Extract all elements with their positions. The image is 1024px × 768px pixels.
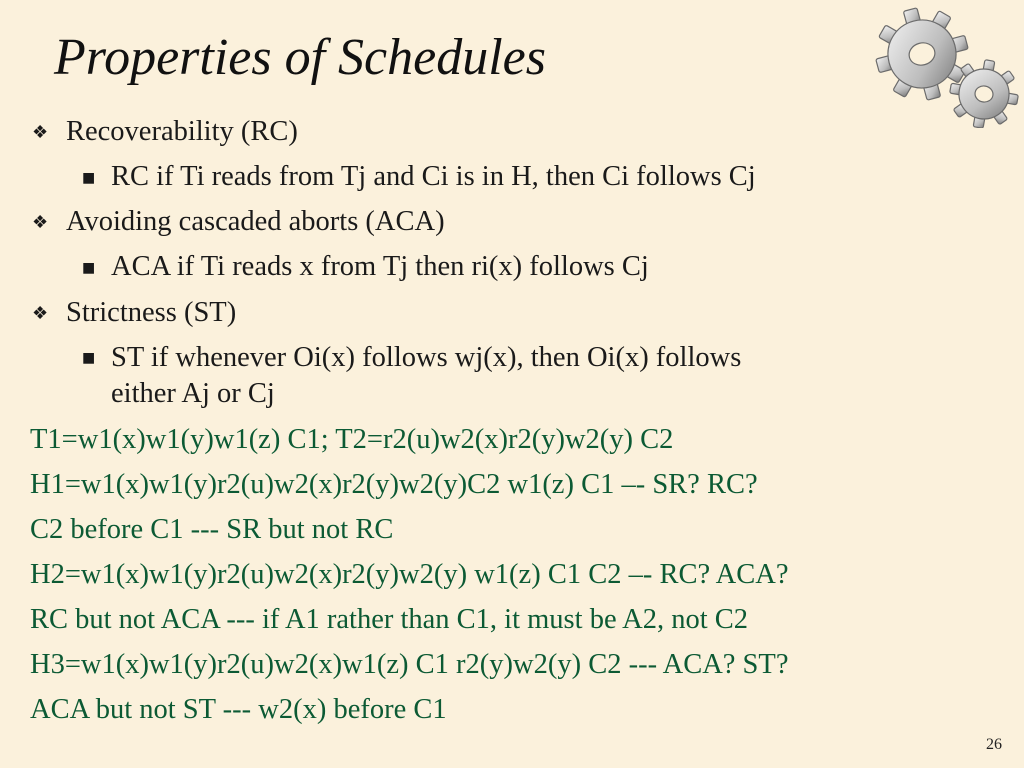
square-bullet-icon: ■ xyxy=(82,170,96,186)
square-bullet-icon: ■ xyxy=(82,260,96,276)
schedule-line: ACA but not ST --- w2(x) before C1 xyxy=(30,694,447,725)
page-number: 26 xyxy=(986,736,1002,753)
bullet-label: Recoverability (RC) xyxy=(66,116,298,147)
diamond-bullet-icon: ❖ xyxy=(32,303,49,324)
sub-bullet-text-continued: either Aj or Cj xyxy=(111,378,275,409)
schedule-line: H2=w1(x)w1(y)r2(u)w2(x)r2(y)w2(y) w1(z) C1 C2 –- RC? ACA? xyxy=(30,559,789,590)
sub-bullet-text: ST if whenever Oi(x) follows wj(x), then Oi(x) follows xyxy=(111,342,742,373)
schedule-line: H1=w1(x)w1(y)r2(u)w2(x)r2(y)w2(y)C2 w1(z) C1 –- SR? RC? xyxy=(30,469,758,500)
gears-icon xyxy=(862,6,1024,128)
schedule-line: H3=w1(x)w1(y)r2(u)w2(x)w1(z) C1 r2(y)w2(y) C2 --- ACA? ST? xyxy=(30,649,789,680)
diamond-bullet-icon: ❖ xyxy=(32,122,49,143)
schedule-line: C2 before C1 --- SR but not RC xyxy=(30,514,394,545)
schedule-line: T1=w1(x)w1(y)w1(z) C1; T2=r2(u)w2(x)r2(y)w2(y) C2 xyxy=(30,424,674,455)
bullet-label: Avoiding cascaded aborts (ACA) xyxy=(66,206,445,237)
sub-bullet-text: RC if Ti reads from Tj and Ci is in H, then Ci follows Cj xyxy=(111,161,756,192)
schedule-line: RC but not ACA --- if A1 rather than C1, it must be A2, not C2 xyxy=(30,604,749,635)
sub-bullet-text: ACA if Ti reads x from Tj then ri(x) follows Cj xyxy=(111,251,649,282)
diamond-bullet-icon: ❖ xyxy=(32,212,49,233)
slide-title: Properties of Schedules xyxy=(54,29,546,86)
square-bullet-icon: ■ xyxy=(82,350,96,366)
bullet-label: Strictness (ST) xyxy=(66,297,237,328)
